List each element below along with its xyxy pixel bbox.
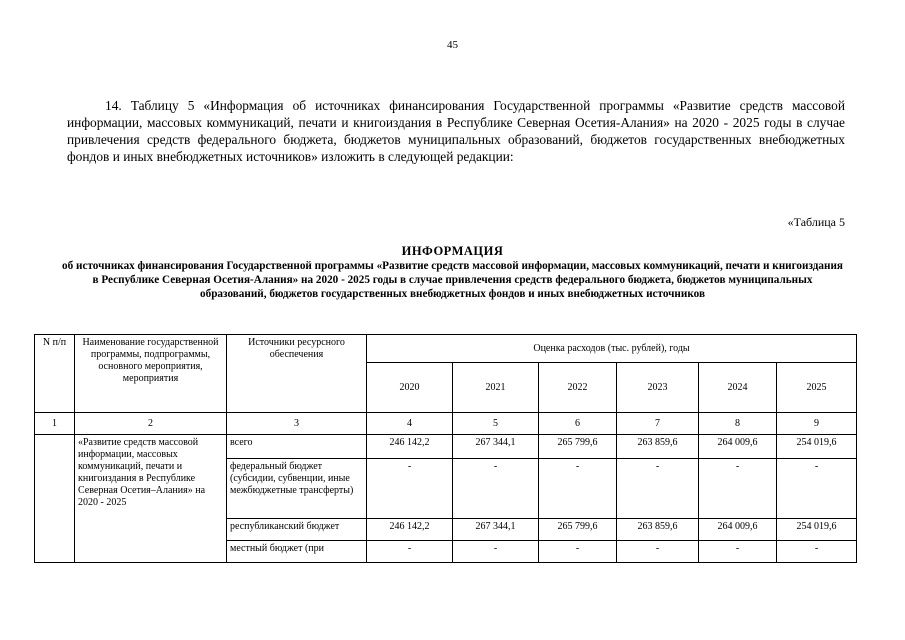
value-cell: - xyxy=(617,541,699,563)
column-number: 8 xyxy=(699,413,777,435)
column-number: 5 xyxy=(453,413,539,435)
value-cell: - xyxy=(699,459,777,519)
header-year: 2023 xyxy=(617,363,699,413)
column-number: 6 xyxy=(539,413,617,435)
column-number: 3 xyxy=(227,413,367,435)
value-cell: - xyxy=(617,459,699,519)
value-cell: 246 142,2 xyxy=(367,435,453,459)
value-cell: 264 009,6 xyxy=(699,519,777,541)
column-number: 4 xyxy=(367,413,453,435)
table-column-numbers-row xyxy=(35,413,857,435)
table-reference: «Таблица 5 xyxy=(787,215,845,229)
column-number: 1 xyxy=(35,413,75,435)
page-number: 45 xyxy=(447,39,458,51)
value-cell: - xyxy=(699,541,777,563)
source-cell: республиканский бюджет xyxy=(227,519,367,541)
column-number: 7 xyxy=(617,413,699,435)
header-name: Наименование государственной программы, подпрограммы, основного мероприятия, мероприятия xyxy=(75,335,227,413)
header-year: 2021 xyxy=(453,363,539,413)
financing-table-body xyxy=(35,335,857,563)
source-cell: всего xyxy=(227,435,367,459)
source-cell: федеральный бюджет (субсидии, субвенции, иные межбюджетные трансферты) xyxy=(227,459,367,519)
header-year: 2024 xyxy=(699,363,777,413)
value-cell: 246 142,2 xyxy=(367,519,453,541)
value-cell: 263 859,6 xyxy=(617,435,699,459)
financing-table xyxy=(34,334,857,563)
value-cell: - xyxy=(453,459,539,519)
value-cell: 267 344,1 xyxy=(453,519,539,541)
value-cell: 264 009,6 xyxy=(699,435,777,459)
column-number: 2 xyxy=(75,413,227,435)
value-cell: - xyxy=(539,541,617,563)
value-cell: 254 019,6 xyxy=(777,519,857,541)
info-subtitle: об источниках финансирования Государственной программы «Развитие средств массовой информации, массовых коммуникаций, печати и книгоиздания в Республике Северная Осетия-Алания» на 2020 - 2025 годы в случае привлечения средств федерального бюджета, бюджетов муниципальных образований, бюджетов государственных внебюджетных фондов и иных внебюджетных источников xyxy=(62,260,843,300)
header-number: N п/п xyxy=(35,335,75,413)
value-cell: - xyxy=(453,541,539,563)
value-cell: 263 859,6 xyxy=(617,519,699,541)
header-year: 2022 xyxy=(539,363,617,413)
value-cell: - xyxy=(539,459,617,519)
value-cell: - xyxy=(777,459,857,519)
header-year: 2020 xyxy=(367,363,453,413)
value-cell: - xyxy=(777,541,857,563)
header-estimate: Оценка расходов (тыс. рублей), годы xyxy=(367,335,857,363)
value-cell: 254 019,6 xyxy=(777,435,857,459)
value-cell: - xyxy=(367,541,453,563)
column-number: 9 xyxy=(777,413,857,435)
program-name: «Развитие средств массовой информации, массовых коммуникаций, печати и книгоиздания в Республике Северная Осетия–Алания» на 2020 - 2025 xyxy=(75,435,227,563)
value-cell: 265 799,6 xyxy=(539,519,617,541)
intro-paragraph: 14. Таблицу 5 «Информация об источниках финансирования Государственной программы «Развитие средств массовой информации, массовых коммуникаций, печати и книгоиздания в Республике Северная Осетия-Алания» на 2020 - 2025 годы в случае привлечения средств федерального бюджета, бюджетов муниципальных образований, бюджетов государственных внебюджетных фондов и иных внебюджетных источников» изложить в следующей редакции: xyxy=(67,98,845,164)
table-header-row xyxy=(35,335,857,363)
value-cell: 267 344,1 xyxy=(453,435,539,459)
table-row xyxy=(35,435,857,459)
source-cell: местный бюджет (при xyxy=(227,541,367,563)
value-cell: 265 799,6 xyxy=(539,435,617,459)
header-sources: Источники ресурсного обеспечения xyxy=(227,335,367,413)
program-number xyxy=(35,435,75,563)
value-cell: - xyxy=(367,459,453,519)
header-year: 2025 xyxy=(777,363,857,413)
info-title: ИНФОРМАЦИЯ xyxy=(401,244,504,258)
